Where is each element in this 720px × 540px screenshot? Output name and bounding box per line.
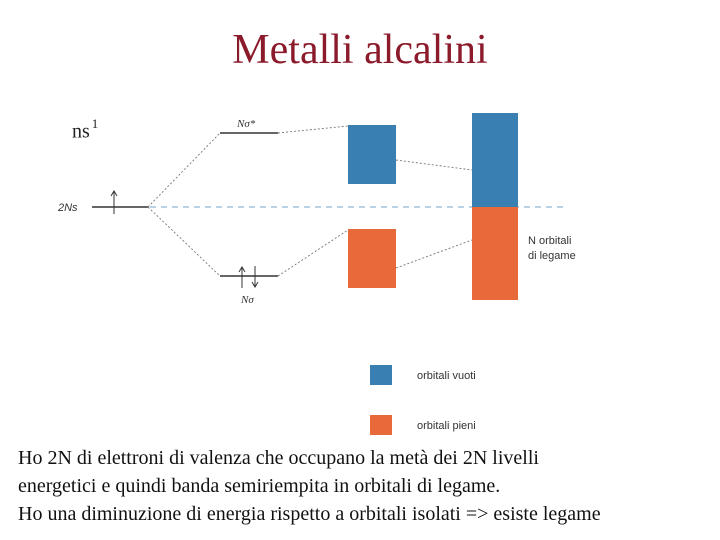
legend-filled-label: orbitali pieni xyxy=(417,420,476,432)
correlation-large-band-top xyxy=(396,160,472,170)
bonding-band-small xyxy=(348,229,396,288)
correlation-antibonding-band xyxy=(278,126,348,133)
band-filled-half xyxy=(472,207,518,300)
correlation-large-band-bottom xyxy=(396,240,472,268)
antibonding-band-small xyxy=(348,125,396,184)
correlation-bonding-band xyxy=(278,230,348,276)
legend-filled-swatch xyxy=(370,415,392,435)
legend-empty-swatch xyxy=(370,365,392,385)
atomic-level-label: 2Ns xyxy=(58,202,78,214)
band-empty-half xyxy=(472,113,518,207)
correlation-line-down xyxy=(148,207,220,276)
bonding-label: Nσ xyxy=(241,294,254,306)
antibonding-label: Nσ* xyxy=(237,118,256,130)
configuration-exponent: 1 xyxy=(91,116,99,131)
bonding-band-label-line1: N orbitali xyxy=(528,235,572,247)
correlation-line-up xyxy=(148,133,220,207)
bonding-band-label-line2: di legame xyxy=(528,250,576,262)
page-title: Metalli alcalini xyxy=(232,27,488,73)
explanation-line-2: energetici e quindi banda semiriempita in orbitali di legame. xyxy=(18,475,501,497)
configuration-base: ns xyxy=(72,120,90,143)
explanation-line-1: Ho 2N di elettroni di valenza che occupano la metà dei 2N livelli xyxy=(18,447,539,469)
legend-empty-label: orbitali vuoti xyxy=(417,370,476,382)
explanation-line-3: Ho una diminuzione di energia rispetto a orbitali isolati => esiste legame xyxy=(18,503,601,525)
explanation-text xyxy=(18,444,718,528)
